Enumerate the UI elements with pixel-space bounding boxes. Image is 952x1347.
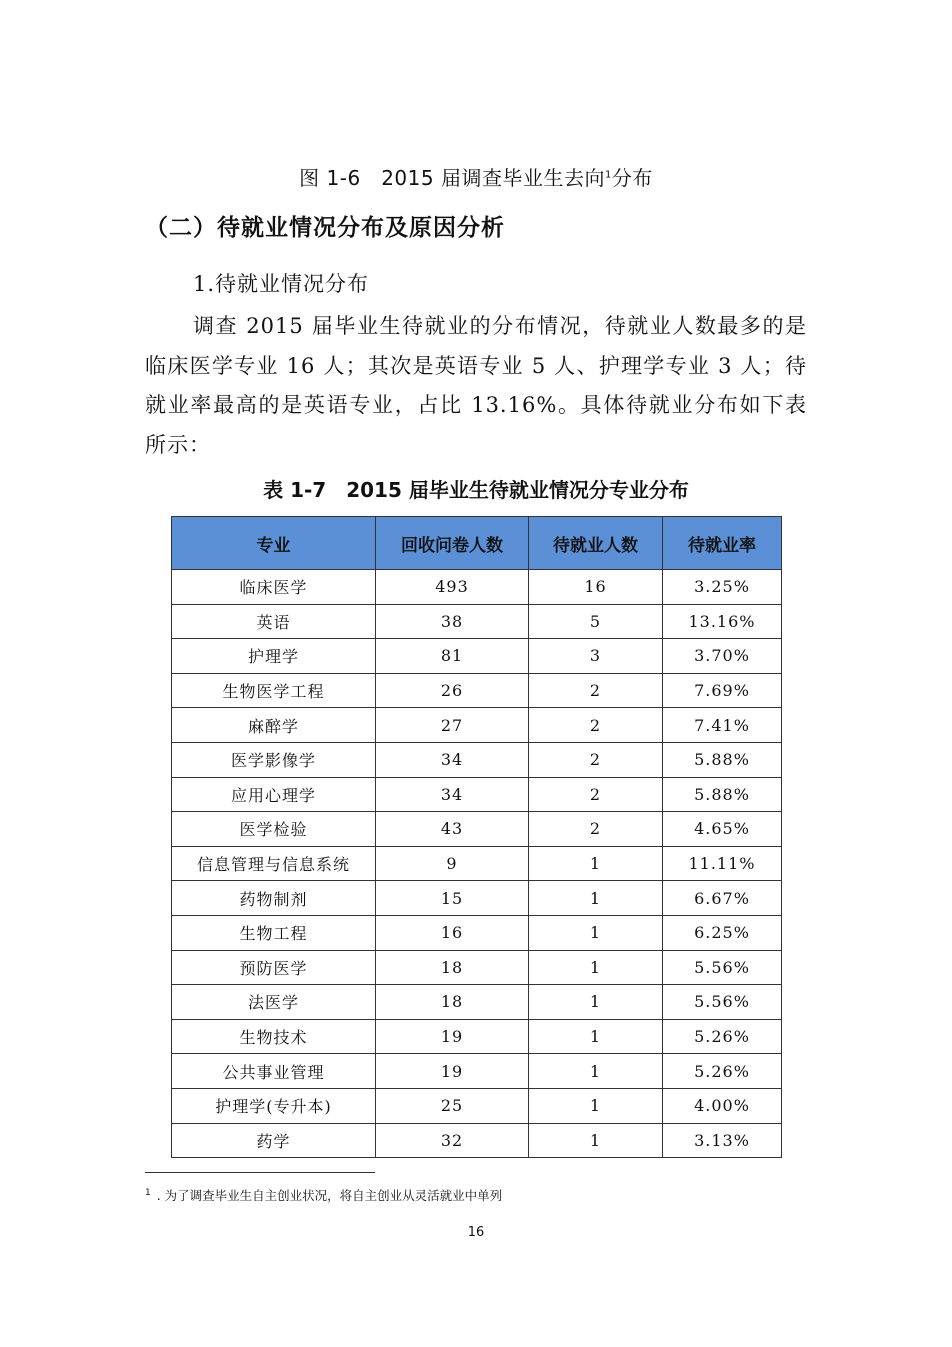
cell-pending-count: 2 [529,708,663,743]
table-caption: 表 1-7 2015 届毕业生待就业情况分专业分布 [263,478,689,502]
cell-pending-rate: 13.16% [663,604,782,639]
cell-major: 信息管理与信息系统 [172,846,376,881]
footnote-divider [145,1172,375,1173]
cell-major: 药学 [172,1123,376,1158]
cell-pending-count: 1 [529,915,663,950]
footnote [145,1186,502,1204]
cell-pending-rate: 5.26% [663,1054,782,1089]
cell-pending-rate: 4.65% [663,812,782,847]
header-pending-rate: 待就业率 [663,517,782,570]
cell-pending-rate: 5.88% [663,742,782,777]
cell-pending-rate: 6.25% [663,915,782,950]
footnote-text: . 为了调查毕业生自主创业状况，将自主创业从灵活就业中单列 [156,1188,503,1203]
cell-pending-rate: 3.25% [663,570,782,605]
table-row [172,777,782,812]
figure-caption-suffix: 分布 [611,166,653,190]
table-row [172,915,782,950]
table-row [172,1054,782,1089]
cell-major: 英语 [172,604,376,639]
section-heading: （二）待就业情况分布及原因分析 [145,215,505,241]
table-row [172,881,782,916]
table-body [172,570,782,1158]
cell-responses: 15 [376,881,529,916]
cell-pending-rate: 5.88% [663,777,782,812]
cell-pending-rate: 5.56% [663,985,782,1020]
cell-pending-count: 5 [529,604,663,639]
figure-caption-text: 图 1-6 2015 届调查毕业生去向 [299,166,605,190]
cell-pending-rate: 11.11% [663,846,782,881]
cell-pending-rate: 3.13% [663,1123,782,1158]
table-row [172,1088,782,1123]
cell-pending-rate: 5.26% [663,1019,782,1054]
cell-major: 应用心理学 [172,777,376,812]
cell-responses: 19 [376,1019,529,1054]
employment-table [171,516,782,1158]
cell-pending-count: 1 [529,846,663,881]
cell-pending-count: 1 [529,1019,663,1054]
table-row [172,570,782,605]
table-row [172,985,782,1020]
cell-pending-count: 2 [529,777,663,812]
cell-major: 护理学(专升本) [172,1088,376,1123]
header-major: 专业 [172,517,376,570]
cell-pending-count: 1 [529,1088,663,1123]
cell-pending-count: 16 [529,570,663,605]
cell-major: 医学影像学 [172,742,376,777]
cell-pending-count: 2 [529,812,663,847]
cell-pending-count: 1 [529,950,663,985]
cell-pending-count: 2 [529,742,663,777]
cell-responses: 18 [376,950,529,985]
cell-pending-count: 1 [529,1054,663,1089]
figure-caption [0,162,952,191]
cell-major: 法医学 [172,985,376,1020]
cell-pending-rate: 7.41% [663,708,782,743]
cell-responses: 25 [376,1088,529,1123]
cell-responses: 19 [376,1054,529,1089]
cell-responses: 18 [376,985,529,1020]
table-row [172,604,782,639]
table-header-row [172,517,782,570]
table-row [172,1123,782,1158]
cell-responses: 32 [376,1123,529,1158]
table-row [172,846,782,881]
table-row [172,1019,782,1054]
cell-major: 护理学 [172,639,376,674]
table-row [172,812,782,847]
cell-major: 生物医学工程 [172,673,376,708]
subheading: 1.待就业情况分布 [193,272,370,296]
header-responses: 回收问卷人数 [376,517,529,570]
cell-pending-count: 1 [529,1123,663,1158]
cell-responses: 26 [376,673,529,708]
cell-pending-rate: 5.56% [663,950,782,985]
page-number: 16 [467,1225,485,1240]
cell-pending-rate: 6.67% [663,881,782,916]
cell-responses: 16 [376,915,529,950]
figure-footnote-ref[interactable]: 1 [604,169,612,181]
cell-major: 麻醉学 [172,708,376,743]
cell-responses: 43 [376,812,529,847]
cell-pending-count: 3 [529,639,663,674]
table-row [172,742,782,777]
cell-responses: 81 [376,639,529,674]
cell-major: 生物工程 [172,915,376,950]
table-row [172,708,782,743]
cell-pending-rate: 7.69% [663,673,782,708]
cell-major: 临床医学 [172,570,376,605]
cell-major: 医学检验 [172,812,376,847]
cell-pending-rate: 4.00% [663,1088,782,1123]
cell-major: 预防医学 [172,950,376,985]
header-pending-count: 待就业人数 [529,517,663,570]
table-row [172,639,782,674]
cell-pending-rate: 3.70% [663,639,782,674]
cell-responses: 38 [376,604,529,639]
cell-major: 生物技术 [172,1019,376,1054]
cell-responses: 9 [376,846,529,881]
table-row [172,950,782,985]
cell-responses: 493 [376,570,529,605]
cell-pending-count: 1 [529,881,663,916]
table-row [172,673,782,708]
cell-major: 药物制剂 [172,881,376,916]
cell-pending-count: 1 [529,985,663,1020]
cell-major: 公共事业管理 [172,1054,376,1089]
body-paragraph: 调查 2015 届毕业生待就业的分布情况，待就业人数最多的是临床医学专业 16 人；其次是英语专业 5 人、护理学专业 3 人；待就业率最高的是英语专业，占比 13.16%。具体待就业分布如下表所示： [145,314,807,457]
cell-pending-count: 2 [529,673,663,708]
footnote-marker: 1 [145,1187,151,1198]
cell-responses: 27 [376,708,529,743]
cell-responses: 34 [376,777,529,812]
cell-responses: 34 [376,742,529,777]
